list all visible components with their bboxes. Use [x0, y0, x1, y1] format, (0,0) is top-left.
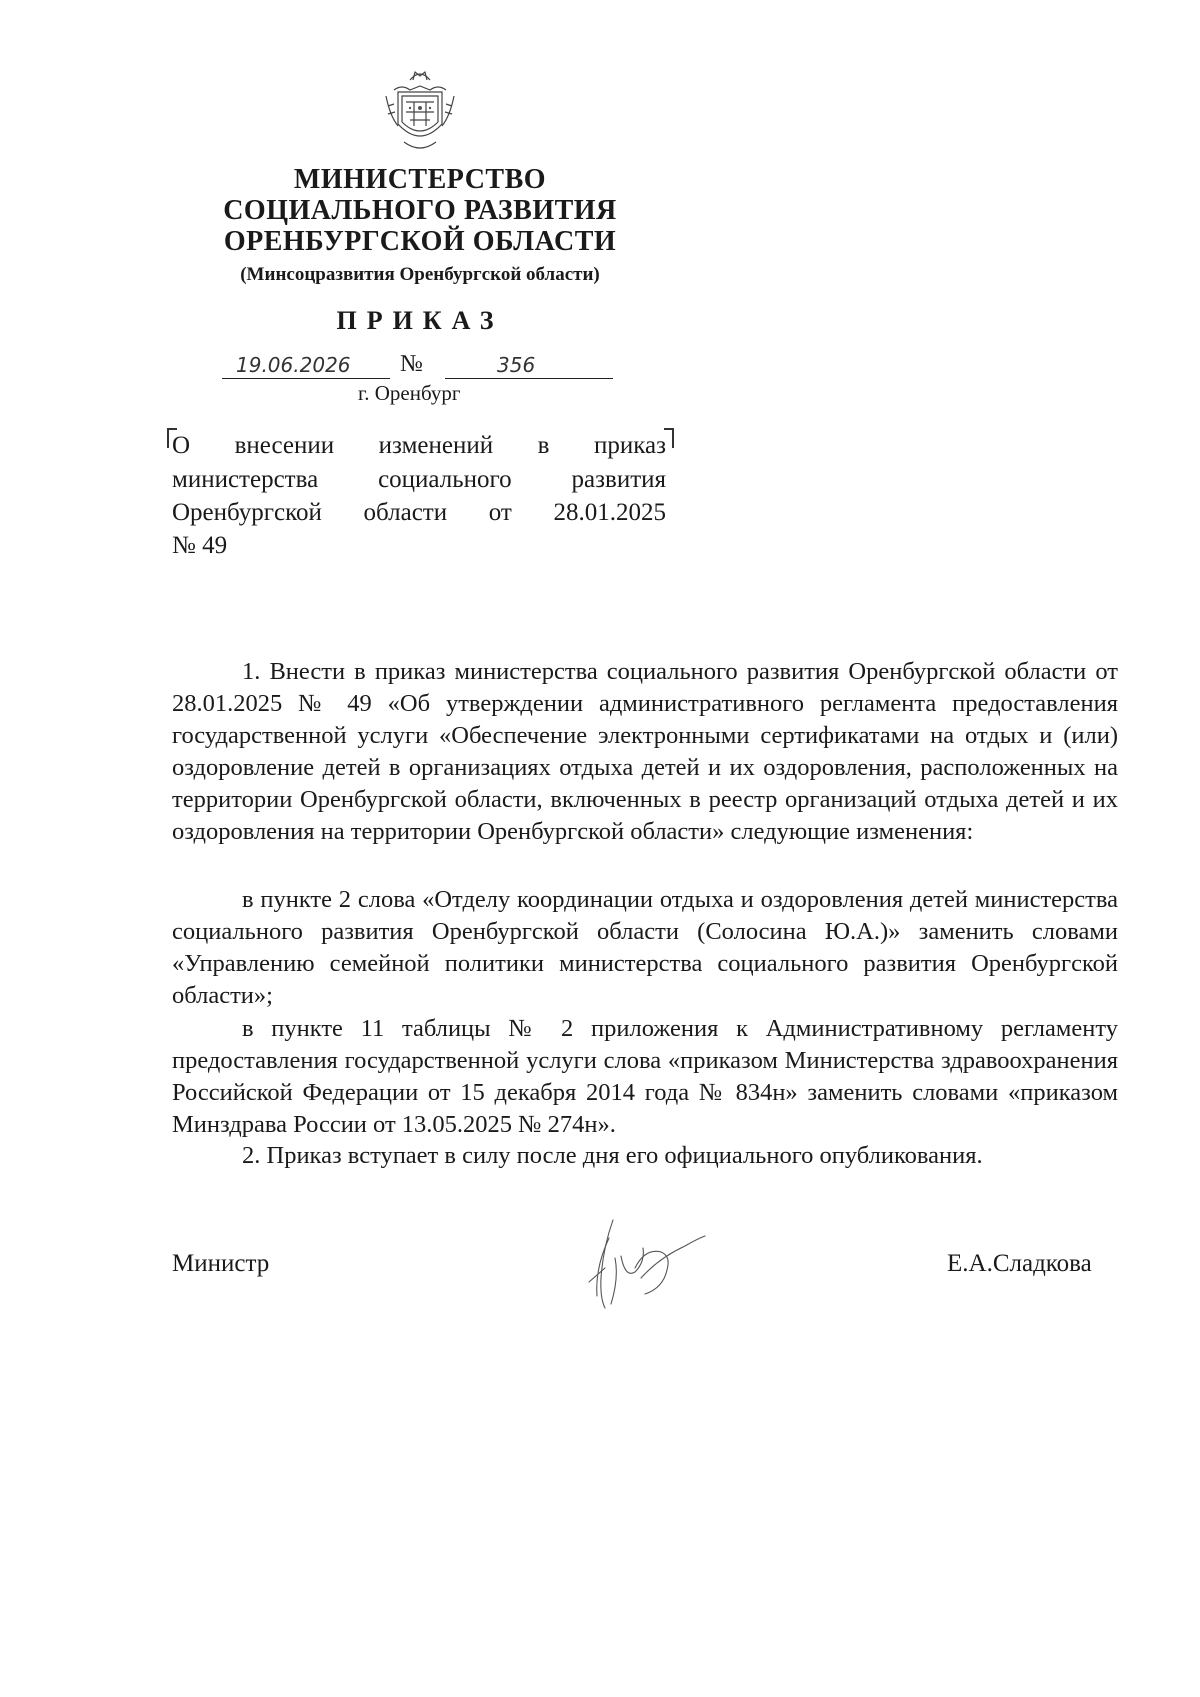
order-number: 356	[497, 353, 536, 377]
signatory-position: Министр	[172, 1250, 270, 1277]
subject-line3: Оренбургской области от 28.01.2025	[172, 499, 666, 526]
body-paragraph-2: в пункте 2 слова «Отделу координации отдыха и оздоровления детей министерства социального развития Оренбургской области (Солосина Ю.А.)» заменить словами «Управлению семейной политики министерства социального развития Оренбургской области»;	[172, 886, 1118, 1009]
body-paragraph-3: в пункте 11 таблицы № 2 приложения к Административному регламенту предоставления государственной услуги слова «приказом Министерства здравоохранения Российской Федерации от 15 декабря 2014 года № 834н» заменить словами «приказом Минздрава России от 13.05.2025 № 274н».	[172, 1015, 1118, 1138]
org-name-line2: СОЦИАЛЬНОГО РАЗВИТИЯ	[223, 195, 617, 226]
org-name-line3: ОРЕНБУРГСКОЙ ОБЛАСТИ	[223, 226, 617, 257]
subject-line2: министерства социального развития	[172, 466, 666, 493]
org-name-line1: МИНИСТЕРСТВО	[293, 164, 547, 195]
signatory-name: Е.А.Сладкова	[947, 1250, 1092, 1277]
document-type: ПРИКАЗ	[336, 306, 504, 335]
number-label: №	[400, 351, 423, 377]
body-paragraph-4: 2. Приказ вступает в силу после дня его официального опубликования.	[242, 1142, 983, 1169]
date-underline	[222, 378, 390, 379]
city: г. Оренбург	[358, 381, 461, 405]
number-underline	[445, 378, 613, 379]
order-date: 19.06.2026	[236, 353, 351, 377]
subject-line1: О внесении изменений в приказ	[172, 432, 666, 459]
body-paragraph-1: 1. Внести в приказ министерства социального развития Оренбургской области от 28.01.2025 № 49 «Об утверждении административного регламента предоставления государственной услуги «Обеспечение электронными сертификатами на отдых и (или) оздоровление детей в организациях отдыха детей и их оздоровления, расположенных на территории Оренбургской области, включенных в реестр организаций отдыха детей и их оздоровления на территории Оренбургской области» следующие изменения:	[172, 658, 1118, 845]
org-short-name: (Минсоцразвития Оренбургской области)	[240, 264, 600, 285]
coat-of-arms-emblem	[380, 66, 460, 156]
handwritten-signature	[575, 1208, 715, 1318]
subject-line4: № 49	[172, 532, 228, 559]
